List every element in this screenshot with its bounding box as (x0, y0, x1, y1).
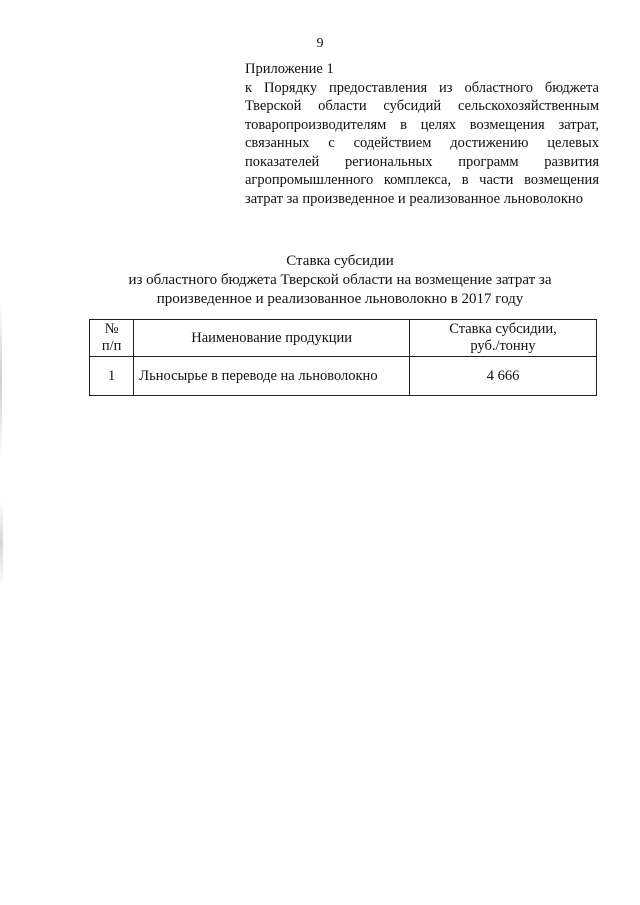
page-number: 9 (316, 36, 324, 51)
row-rate: 4 666 (410, 357, 597, 396)
table-header-row (90, 320, 597, 357)
header-product-name: Наименование продукции (134, 320, 410, 357)
title-line-3: произведенное и реализованное льноволокно в 2017 году (156, 291, 524, 307)
scan-edge-artifact (0, 300, 2, 460)
title-line-1: Ставка субсидии (286, 253, 394, 269)
header-number-line2: п/п (101, 338, 122, 354)
scan-mark-artifact (0, 498, 3, 588)
table-body (90, 357, 597, 396)
table-row (90, 357, 597, 396)
header-number (90, 320, 134, 357)
row-number: 1 (90, 357, 134, 396)
appendix-block (245, 60, 599, 208)
table-header (90, 320, 597, 357)
header-number-line1: № (104, 321, 119, 337)
subsidy-rate-table (89, 319, 597, 396)
row-product-name: Льносырье в переводе на льноволокно (134, 357, 410, 396)
header-rate-line2: руб./тонну (470, 338, 536, 354)
header-rate-line1: Ставка субсидии, (449, 321, 557, 337)
appendix-text: к Порядку предоставления из областного бюджета Тверской области субсидий сельскохозяйственным товаропроизводителям в целях возмещения затрат, связанных с содействием достижению целевых показателей региональных программ развития агропромышленного комплекса, в части возмещения затрат за произведенное и реализованное льноволокно (245, 79, 599, 207)
document-title (90, 252, 590, 309)
appendix-title: Приложение 1 (245, 61, 334, 77)
title-line-2: из областного бюджета Тверской области на возмещение затрат за (128, 272, 552, 288)
header-rate (410, 320, 597, 357)
